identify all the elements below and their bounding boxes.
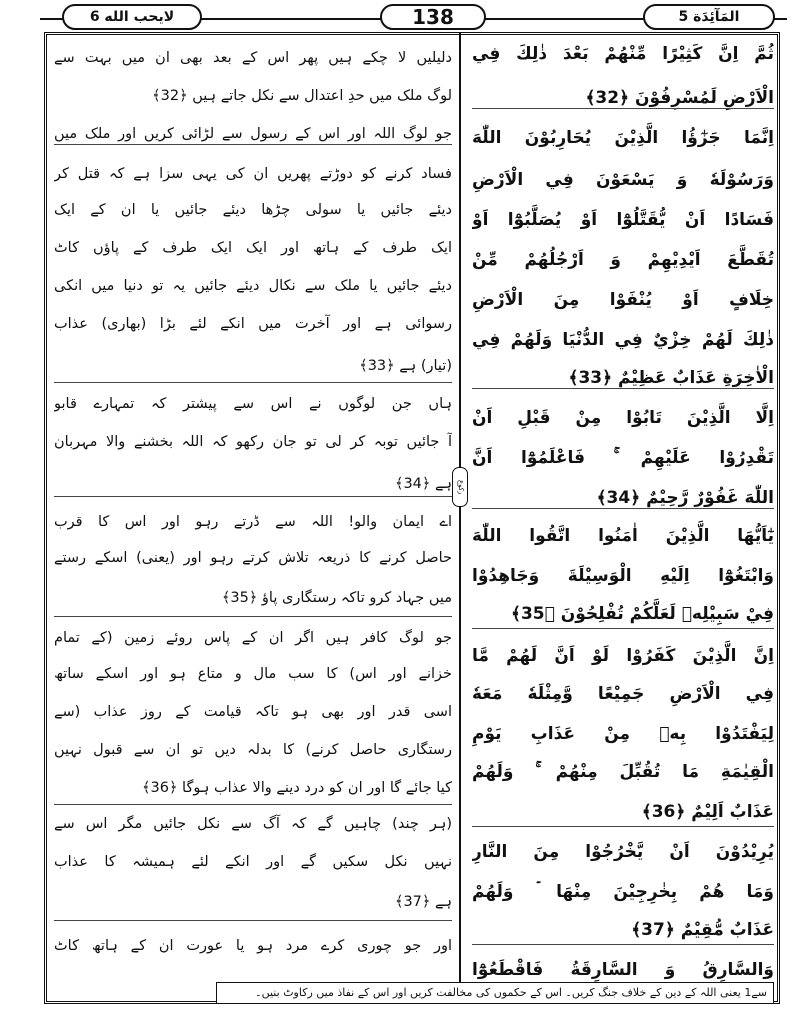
translation-separator	[54, 616, 452, 617]
urdu-translation-line: اے ایمان والو! اللہ سے ڈرتے رہو اور اس کا قرب	[54, 514, 452, 530]
arabic-verse-line: وَمَا هُمْ بِخٰرِجِيْنَ مِنْهَا ۡ وَلَهُمْ	[472, 882, 774, 902]
urdu-translation-line: ہاں جن لوگوں نے اس سے پیشتر کہ تمہارے قابو	[54, 396, 452, 412]
urdu-translation-line: جو لوگ کافر ہیں اگر ان کے پاس روئے زمین (کے تمام	[54, 630, 452, 646]
translation-separator	[54, 920, 452, 921]
urdu-translation-line: کیا جائے گا اور ان کو درد دینے والا عذاب ہوگا ﴿36﴾	[141, 780, 452, 796]
urdu-translation-line: خزانے اور اس) کا سب مال و متاع ہو اور اسکے ساتھ	[54, 666, 452, 682]
arabic-verse-line: تَقْدِرُوْا عَلَيْهِمْ ۚ فَاعْلَمُوْٓا اَنَّ	[472, 448, 774, 468]
urdu-translation-line: اسی قدر اور بھی ہو تاکہ قیامت کے روز عذاب (سے	[54, 704, 452, 720]
verse-separator	[472, 108, 774, 109]
arabic-verse-line: فِيْ سَبِيْلِهٖ لَعَلَّكُمْ تُفْلِحُوْنَ ﴿35﴾	[510, 604, 774, 624]
urdu-translation-line: اور جو چوری کرے مرد ہو یا عورت ان کے ہاتھ کاٹ	[54, 938, 452, 954]
arabic-verse-line: فِي الْاَرْضِ جَمِيْعًا وَّمِثْلَهٗ مَعَهٗ	[472, 684, 774, 704]
urdu-translation-line: ہے ﴿37﴾	[394, 894, 452, 910]
arabic-verse-line: وَرَسُوْلَهٗ وَ يَسْعَوْنَ فِي الْاَرْضِ	[472, 170, 774, 190]
urdu-translation-line: دیئے جائیں یا ملک سے نکال دیئے جائیں یہ تو دنیا میں انکی	[54, 278, 452, 294]
arabic-verse-line: الْاَرْضِ لَمُسْرِفُوْنَ ﴿32﴾	[585, 88, 774, 108]
urdu-translation-line: میں جہاد کرو تاکہ رستگاری پاؤ ﴿35﴾	[221, 590, 452, 606]
arabic-verse-line: اِلَّا الَّذِيْنَ تَابُوْا مِنْ قَبْلِ اَنْ	[472, 408, 774, 428]
urdu-translation-line: لوگ ملک میں حدِ اعتدال سے نکل جاتے ہیں ﴿32﴾	[152, 88, 452, 104]
arabic-verse-line: تُقَطَّعَ اَيْدِيْهِمْ وَ اَرْجُلُهُمْ مِّنْ	[472, 250, 774, 270]
urdu-translation-line: رسوائی ہے اور آخرت میں انکے لئے بڑا (بھاری) عذاب	[54, 316, 452, 332]
arabic-verse-line: اِنَّمَا جَزٰٓؤُا الَّذِيْنَ يُحَارِبُوْنَ اللّٰهَ	[472, 128, 774, 148]
urdu-translation-line: دلیلیں لا چکے ہیں پھر اس کے بعد بھی ان میں بہت سے	[54, 50, 452, 66]
surah-label: المَآئِدَة 5	[643, 4, 775, 30]
arabic-verse-line: الْقِيٰمَةِ مَا تُقُبِّلَ مِنْهُمْ ۚ وَلَهُمْ	[472, 762, 774, 782]
juz-label: لايحب الله 6	[62, 4, 202, 30]
verse-separator	[472, 826, 774, 827]
urdu-translation-line: فساد کرنے کو دوڑتے پھریں ان کی یہی سزا ہے کہ قتل کر	[54, 166, 452, 182]
urdu-translation-line: آ جائیں توبہ کر لی تو جان رکھو کہ اللہ بخشنے والا مہربان	[54, 434, 452, 450]
verse-separator	[472, 388, 774, 389]
arabic-verse-line: فَسَادًا اَنْ يُّقَتَّلُوْٓا اَوْ يُصَلَّبُوْٓا اَوْ	[472, 210, 774, 230]
arabic-verse-line: اللّٰهَ غَفُوْرٌ رَّحِيْمٌ ﴿34﴾	[596, 488, 774, 508]
urdu-translation-line: دیئے جائیں یا سولی چڑھا دیئے جائیں یا ان کے ایک	[54, 202, 452, 218]
urdu-translation-line: (تیار) ہے ﴿33﴾	[359, 358, 452, 374]
arabic-verse-line: ثُمَّ اِنَّ كَثِيْرًا مِّنْهُمْ بَعْدَ ذٰلِكَ فِي	[472, 44, 774, 64]
urdu-translation-line: نہیں نکل سکیں گے اور انکے لئے ہمیشہ کا عذاب	[54, 854, 452, 870]
translation-separator	[54, 496, 452, 497]
arabic-verse-line: عَذَابٌ اَلِيْمٌ ﴿36﴾	[641, 802, 774, 822]
arabic-verse-line: عَذَابٌ مُّقِيْمٌ ﴿37﴾	[631, 920, 774, 940]
urdu-translation-line: ایک طرف کے ہاتھ اور ایک ایک طرف کے پاؤں کاٹ	[54, 240, 452, 256]
urdu-translation-line: جو لوگ اللہ اور اس کے رسول سے لڑائی کریں اور ملک میں	[54, 126, 452, 142]
column-divider	[459, 32, 461, 1004]
urdu-translation-line: حاصل کرنے کا ذریعہ تلاش کرتے رہو اور (یعنی) اسکے رستے	[54, 550, 452, 566]
translation-separator	[54, 382, 452, 383]
arabic-verse-line: ذٰلِكَ لَهُمْ خِزْيٌ فِي الدُّنْيَا وَلَهُمْ فِي	[472, 330, 774, 350]
urdu-translation-line: ہے ﴿34﴾	[394, 476, 452, 492]
ruku-marker: ركوع	[452, 467, 468, 507]
arabic-verse-line: خِلَافٍ اَوْ يُنْفَوْا مِنَ الْاَرْضِ	[472, 290, 774, 310]
verse-separator	[472, 944, 774, 945]
translation-separator	[54, 144, 452, 145]
urdu-translation-line: (ہر چند) چاہیں گے کہ آگ سے نکل جائیں مگر اس سے	[54, 816, 452, 832]
arabic-verse-line: لِيَفْتَدُوْا بِهٖ مِنْ عَذَابِ يَوْمِ	[472, 724, 774, 744]
footnote: سے1 یعنی اللہ کے دین کے خلاف جنگ کریں۔ اس کے حکموں کی مخالفت کریں اور اس کے نفاذ میں رکاوٹ بنیں۔	[216, 982, 774, 1004]
translation-separator	[54, 804, 452, 805]
verse-separator	[472, 628, 774, 629]
page-number: 138	[380, 4, 486, 30]
arabic-verse-line: يٰٓاَيُّهَا الَّذِيْنَ اٰمَنُوا اتَّقُوا اللّٰهَ	[472, 526, 774, 546]
urdu-translation-line: رستگاری حاصل کرنے) کا بدلہ دیں تو ان سے قبول نہیں	[54, 742, 452, 758]
arabic-verse-line: الْاٰخِرَةِ عَذَابٌ عَظِيْمٌ ﴿33﴾	[568, 368, 774, 388]
arabic-verse-line: اِنَّ الَّذِيْنَ كَفَرُوْا لَوْ اَنَّ لَهُمْ مَّا	[472, 646, 774, 666]
arabic-verse-line: وَالسَّارِقُ وَ السَّارِقَةُ فَاقْطَعُوْٓا	[472, 960, 774, 980]
arabic-verse-line: وَابْتَغُوْٓا اِلَيْهِ الْوَسِيْلَةَ وَجَاهِدُوْا	[472, 566, 774, 586]
verse-separator	[472, 508, 774, 509]
arabic-verse-line: يُرِيْدُوْنَ اَنْ يَّخْرُجُوْا مِنَ النَّارِ	[472, 842, 774, 862]
